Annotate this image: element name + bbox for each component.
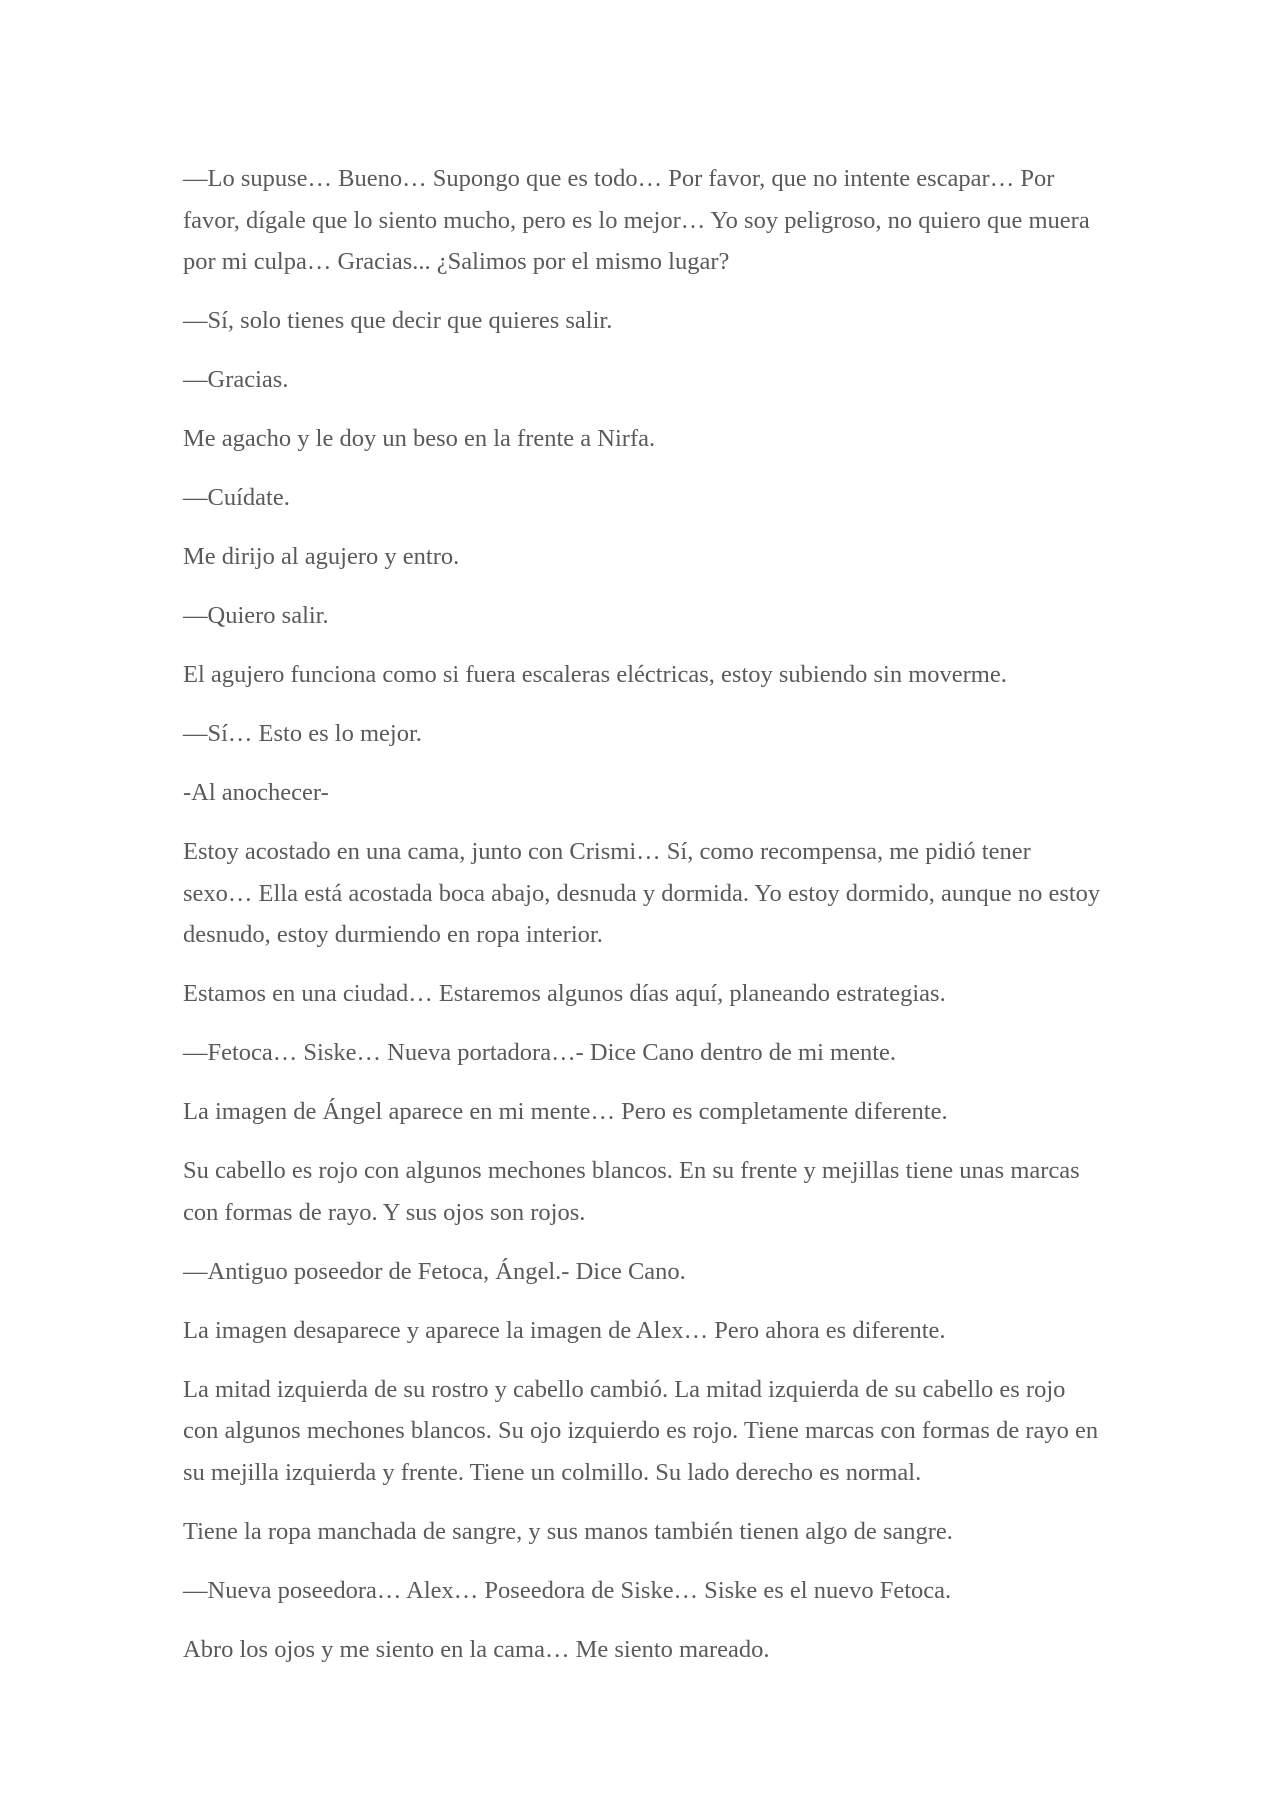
paragraph: Tiene la ropa manchada de sangre, y sus manos también tienen algo de sangre.: [183, 1517, 953, 1545]
paragraph: —Lo supuse… Bueno… Supongo que es todo… Por favor, que no intente escapar… Por favor, dígale que lo siento mucho, pero es lo mejor… Yo soy peligroso, no quiero que muera por mi culpa… Gracias... ¿Salimos por el mismo lugar?: [183, 165, 1090, 275]
paragraph: —Sí… Esto es lo mejor.: [183, 720, 422, 747]
paragraph: —Cuídate.: [183, 484, 290, 511]
paragraph: La mitad izquierda de su rostro y cabello cambió. La mitad izquierda de su cabello es rojo con algunos mechones blancos. Su ojo izquierdo es rojo. Tiene marcas con formas de rayo en su mejilla izquierda y frente. Tiene un colmillo. Su lado derecho es normal.: [183, 1375, 1099, 1486]
paragraph: Me dirijo al agujero y entro.: [183, 543, 460, 570]
paragraph: Estamos en una ciudad… Estaremos algunos días aquí, planeando estrategias.: [183, 980, 946, 1007]
paragraph: —Nueva poseedora… Alex… Poseedora de Siske… Siske es el nuevo Fetoca.: [183, 1576, 952, 1604]
document-body: [183, 158, 1103, 1688]
paragraph: —Gracias.: [183, 366, 289, 393]
paragraph: Me agacho y le doy un beso en la frente a Nirfa.: [183, 425, 656, 452]
paragraph: Abro los ojos y me siento en la cama… Me siento mareado.: [183, 1635, 770, 1663]
paragraph: Su cabello es rojo con algunos mechones blancos. En su frente y mejillas tiene unas marcas con formas de rayo. Y sus ojos son rojos.: [183, 1157, 1080, 1226]
paragraph: El agujero funciona como si fuera escaleras eléctricas, estoy subiendo sin moverme.: [183, 661, 1007, 688]
paragraph: La imagen desaparece y aparece la imagen de Alex… Pero ahora es diferente.: [183, 1316, 946, 1344]
paragraph: —Quiero salir.: [183, 602, 329, 629]
paragraph: —Fetoca… Siske… Nueva portadora…- Dice Cano dentro de mi mente.: [183, 1039, 897, 1066]
paragraph: —Sí, solo tienes que decir que quieres salir.: [183, 307, 613, 334]
paragraph: Estoy acostado en una cama, junto con Crismi… Sí, como recompensa, me pidió tener sexo… Ella está acostada boca abajo, desnuda y dormida. Yo estoy dormido, aunque no estoy desnudo, estoy durmiendo en ropa interior.: [183, 838, 1101, 948]
paragraph: La imagen de Ángel aparece en mi mente… Pero es completamente diferente.: [183, 1098, 948, 1125]
section-marker: -Al anochecer-: [183, 779, 329, 806]
paragraph: —Antiguo poseedor de Fetoca, Ángel.- Dice Cano.: [183, 1257, 686, 1285]
